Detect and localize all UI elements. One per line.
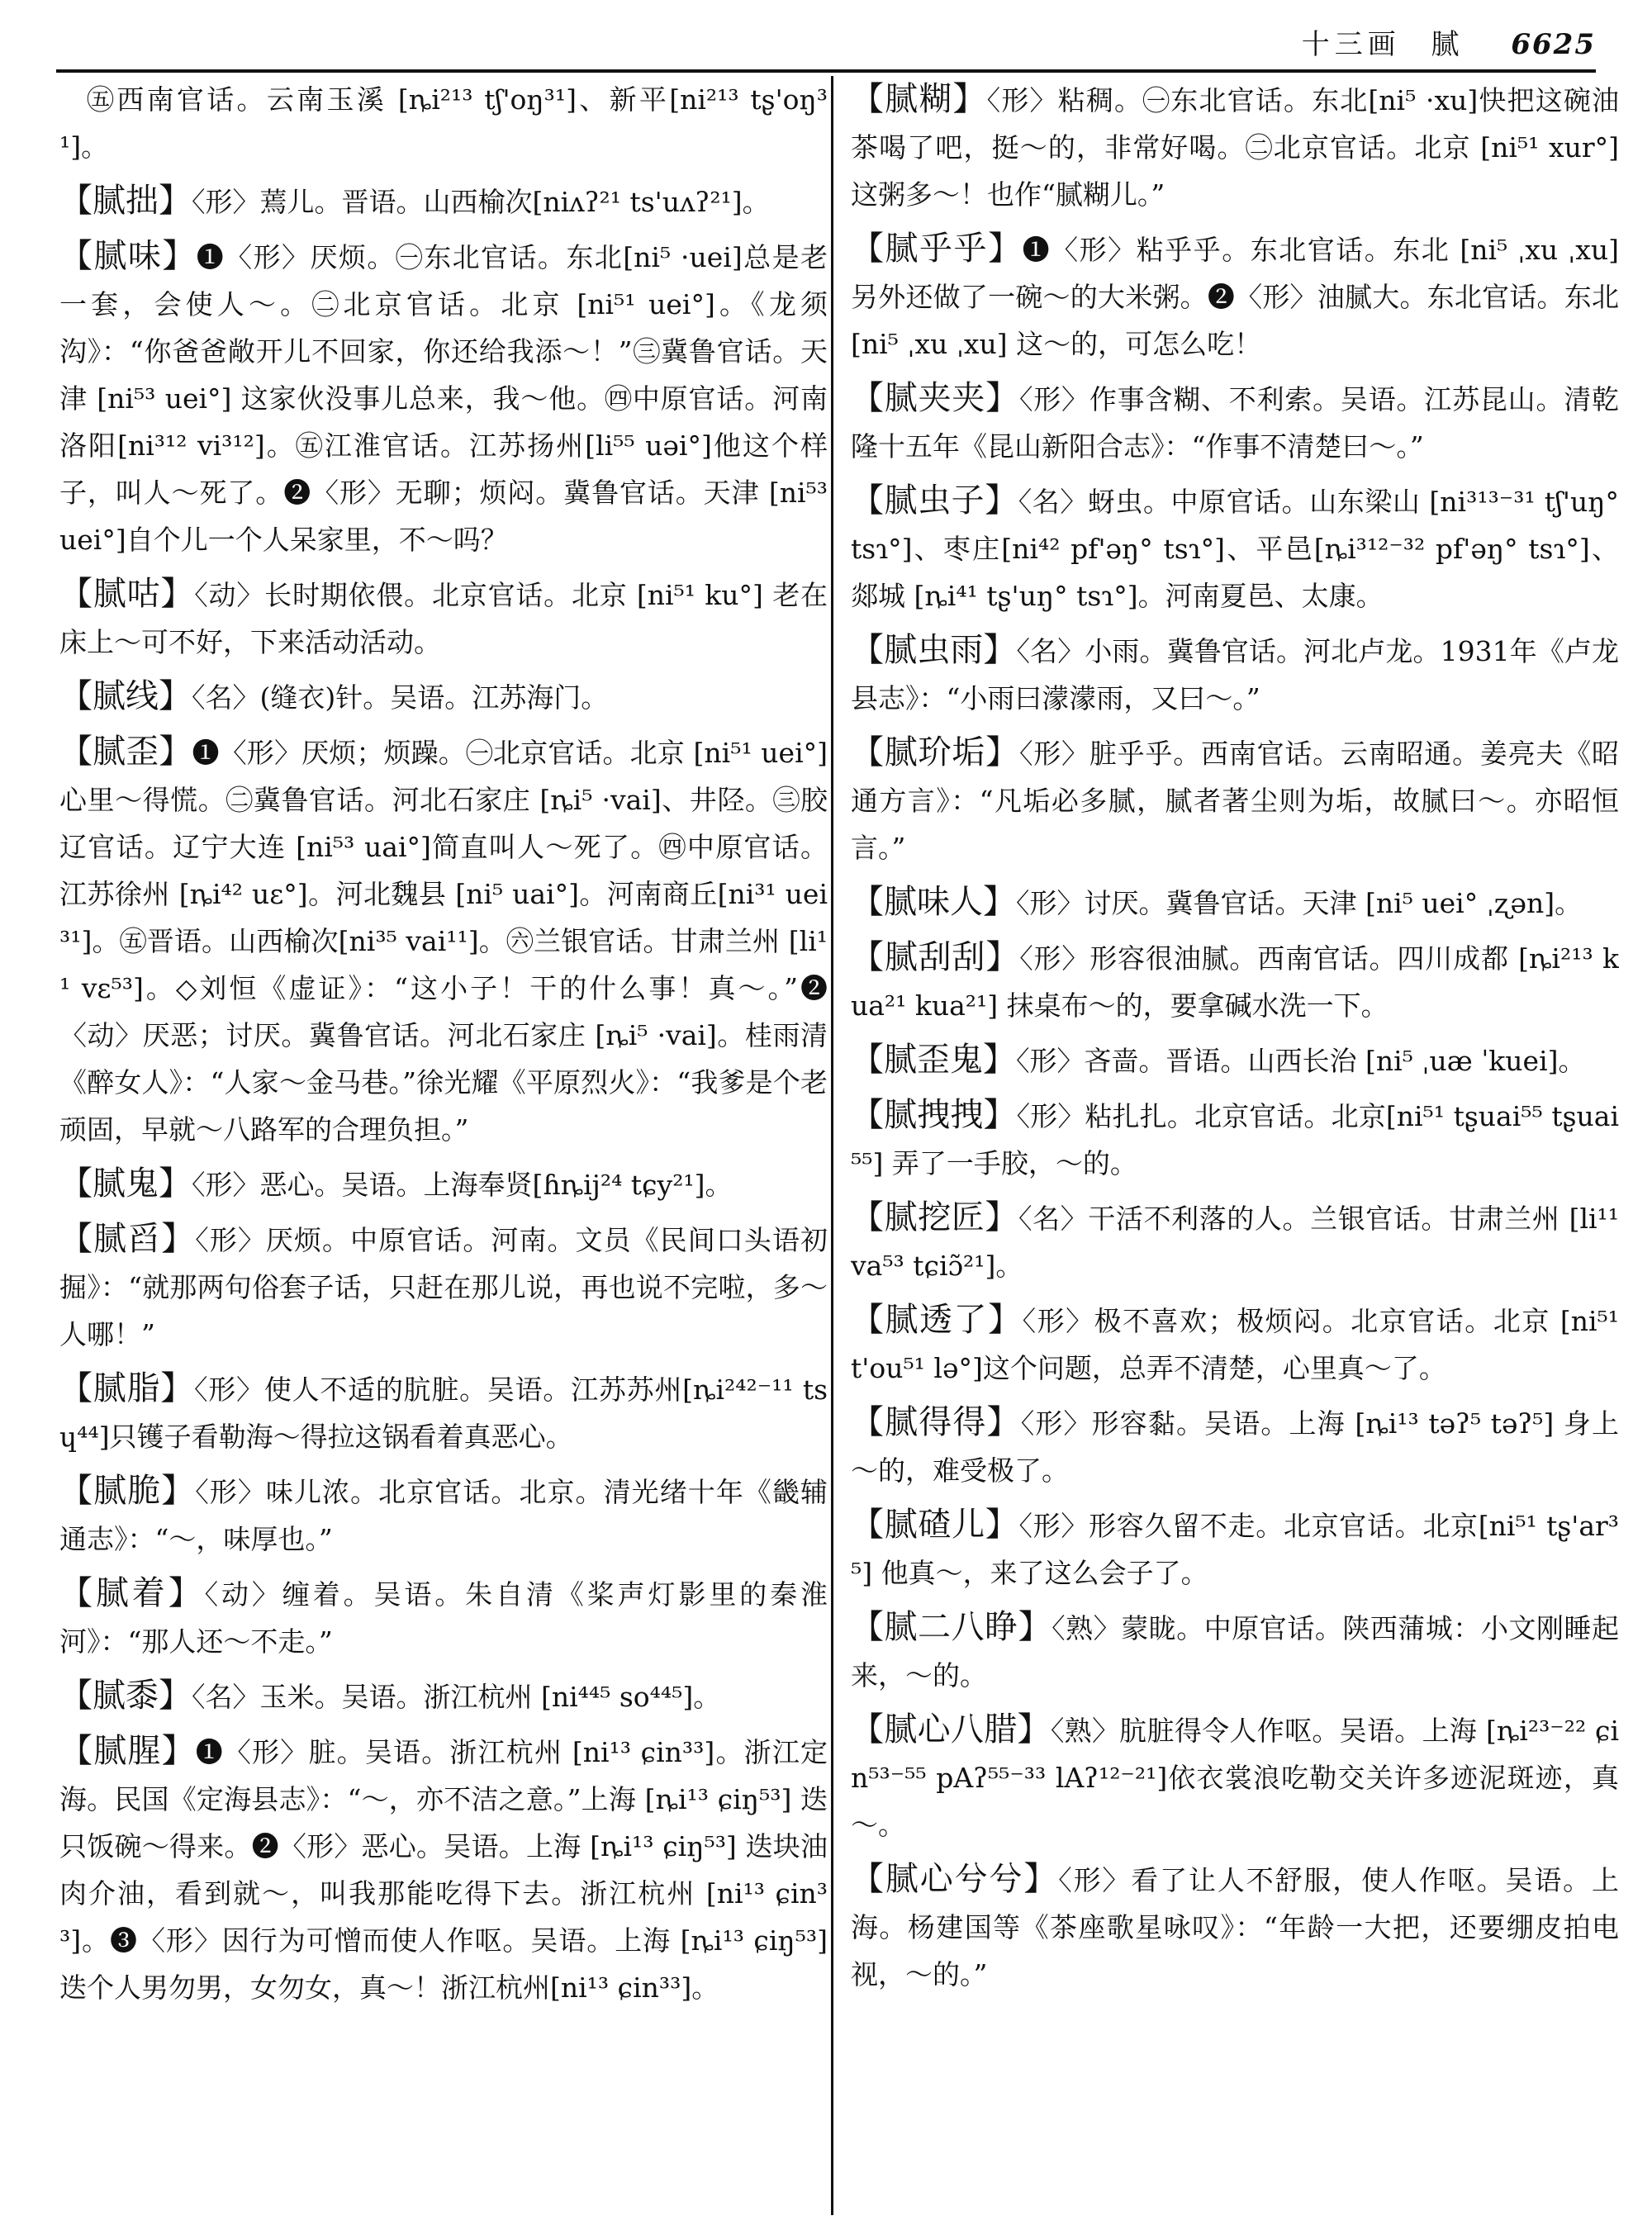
headword-close-bracket: 】 [988,230,1023,268]
entry-definition: ❶〈形〉脏。吴语。浙江杭州 [ni¹³ ɕin³³]。浙江定海。民国《定海县志》：“～，亦不洁之意。”上海 [ȵi¹³ ɕiŋ⁵³] 迭只饭碗～得来。❷〈形〉恶心。吴语。上海 [ȵi¹³ ɕiŋ⁵³] 迭块油肉介油，看到就～，叫我那能吃得下去。浙江杭州 [ni¹³ ɕin³³]。❸〈形〉因行为可憎而使人作呕。吴语。上海 [ȵi¹³ ɕiŋ⁵³]迭个人男勿男，女勿女，真～！浙江杭州[ni¹³ ɕin³³]。 [59,1736,828,2004]
page-header [56,18,1596,73]
dictionary-entry [851,76,1619,218]
stroke-count: 十三画 [1301,28,1401,61]
entry-headword: 腻虫子 [884,482,985,520]
entry-definition: 〈名〉玉米。吴语。浙江杭州 [ni⁴⁴⁵ so⁴⁴⁵]。 [192,1681,721,1713]
dictionary-entry [851,1706,1619,1848]
headword-open-bracket: 【 [59,575,93,613]
dictionary-entry [851,1092,1619,1187]
entry-definition: 〈熟〉肮脏得令人作呕。吴语。上海 [ȵi²³⁻²² ɕin⁵³⁻⁵⁵ pAʔ⁵⁵⁻³³ lAʔ¹²⁻²¹]依衣裳浪吃勒交关许多迹泥斑迹，真～。 [851,1715,1619,1841]
entry-definition: 〈形〉味儿浓。北京官话。北京。清光绪十年《畿辅通志》：“～，味厚也。” [59,1476,828,1555]
dictionary-entry [851,1856,1619,1998]
headword-close-bracket: 】 [983,883,1016,921]
entry-definition: 〈形〉使人不适的肮脏。吴语。江苏苏州[ȵi²⁴²⁻¹¹ tsɥ⁴⁴]只镬子看勒海～得拉这锅看着真恶心。 [59,1374,828,1453]
entry-definition: 〈形〉讨厌。冀鲁官话。天津 [ni⁵ uei° ˌʐən]。 [1016,887,1583,919]
entry-headword: 腻舀 [93,1220,162,1258]
entry-definition: ❶〈形〉粘乎乎。东北官话。东北 [ni⁵ ˌxu ˌxu] 另外还做了一碗～的大米粥。❷〈形〉油腻大。东北官话。东北 [ni⁵ ˌxu ˌxu] 这～的，可怎么吃！ [851,234,1619,360]
entry-headword: 腻拙 [93,182,159,220]
headword-open-bracket: 【 [59,1220,94,1258]
entry-headword: 腻心八腊 [884,1710,1018,1748]
headword-close-bracket: 】 [986,1403,1021,1441]
dictionary-entry [59,76,828,170]
headword-open-bracket: 【 [851,883,884,921]
headword-open-bracket: 【 [851,1198,885,1236]
entry-definition: 〈名〉蚜虫。中原官话。山东梁山 [ni³¹³⁻³¹ tʃ'uŋ° tsɿ°]、枣庄[ni⁴² pf'əŋ° tsɿ°]、平邑[ȵi³¹²⁻³² pf'əŋ° tsɿ°]、郯城 [ȵi⁴¹ tʂ'uŋ° tsɿ°]。河南夏邑、太康。 [851,486,1619,612]
entry-definition: ❶〈形〉厌烦；烦躁。㊀北京官话。北京 [ni⁵¹ uei°]心里～得慌。㊁冀鲁官话。河北石家庄 [ȵi⁵ ·vai]、井陉。㊂胶辽官话。辽宁大连 [ni⁵³ uai°]简直叫人～死了。㊃中原官话。江苏徐州 [ȵi⁴² uɛ°]。河北魏县 [ni⁵ uai°]。河南商丘[ni³¹ uei³¹]。㊄晋语。山西榆次[ni³⁵ vai¹¹]。㊅兰银官话。甘肃兰州 [li¹¹ vɛ⁵³]。◇刘恒《虚证》：“这小子！干的什么事！真～。”❷〈动〉厌恶；讨厌。冀鲁官话。河北石家庄 [ȵi⁵ ·vai]。桂雨清《醉女人》：“人家～金马巷。”徐光耀《平原烈火》：“我爹是个老顽固，早就～八路军的合理负担。” [59,737,828,1146]
entry-headword: 腻虫雨 [884,631,984,669]
entry-headword: 腻得得 [885,1403,987,1441]
headword-open-bracket: 【 [851,1301,885,1339]
headword-open-bracket: 【 [59,237,94,275]
headword-close-bracket: 】 [161,1220,196,1258]
entry-definition: 〈形〉厌烦。中原官话。河南。文员《民间口头语初掘》：“就那两句俗套子话，只赶在那儿说，再也说不完啦，多～人哪！” [59,1224,828,1350]
dictionary-entry [851,225,1619,368]
headword-open-bracket: 【 [59,1574,96,1612]
column-divider [831,76,833,2215]
headword-open-bracket: 【 [851,482,885,520]
headword-close-bracket: 】 [985,1506,1019,1544]
headword-open-bracket: 【 [851,379,885,417]
headword-close-bracket: 】 [168,1574,205,1612]
headword-close-bracket: 】 [985,733,1019,771]
page-number: 6625 [1511,28,1596,61]
headword-open-bracket: 【 [851,1710,885,1748]
headword-open-bracket: 【 [851,230,885,268]
entry-definition: 〈名〉干活不利落的人。兰银官话。甘肃兰州 [li¹¹ va⁵³ tɕiɔ̃²¹]。 [851,1203,1619,1282]
entry-headword: 腻挖匠 [884,1198,985,1236]
entry-headword: 腻歪鬼 [884,1041,983,1079]
headword-close-bracket: 】 [159,1165,192,1203]
dictionary-entry [59,233,828,563]
header-character: 腻 [1431,28,1460,61]
headword-open-bracket: 【 [851,1608,885,1646]
entry-definition: 〈形〉看了让人不舒服，使人作呕。吴语。上海。杨建国等《茶座歌星咏叹》：“年龄一大把，还要绷皮拍电视，～的。” [851,1864,1619,1990]
entry-headword: 腻脆 [93,1472,162,1510]
headword-open-bracket: 【 [59,182,93,220]
dictionary-entry [851,1604,1619,1699]
dictionary-entry [851,1037,1619,1084]
entry-headword: 腻透了 [885,1301,989,1339]
entry-definition: 〈形〉形容很油腻。西南官话。四川成都 [ȵi²¹³ kua²¹ kua²¹] 抹桌布～的，要拿碱水洗一下。 [851,942,1619,1022]
entry-definition: 〈形〉粘扎扎。北京官话。北京[ni⁵¹ tʂuai⁵⁵ tʂuai⁵⁵] 弄了一手胶，～的。 [851,1100,1619,1179]
entry-headword: 腻鬼 [93,1165,159,1203]
headword-open-bracket: 【 [851,1506,885,1544]
headword-open-bracket: 【 [59,1165,93,1203]
dictionary-entry [851,1502,1619,1597]
headword-close-bracket: 】 [162,237,197,275]
headword-close-bracket: 】 [983,1096,1017,1134]
dictionary-entry [59,1365,828,1460]
entry-definition: 〈形〉蔫儿。晋语。山西榆次[niʌʔ²¹ ts'uʌʔ²¹]。 [192,186,770,218]
entry-headword: 腻黍 [93,1677,159,1715]
headword-open-bracket: 【 [59,1732,94,1770]
entry-definition: ㊄西南官话。云南玉溪 [ȵi²¹³ tʃ'oŋ³¹]、新平[ni²¹³ tʂ'oŋ³¹]。 [59,83,828,163]
entry-headword: 腻拽拽 [884,1096,984,1134]
headword-open-bracket: 【 [851,1041,884,1079]
dictionary-entry [59,1216,828,1358]
entry-definition: 〈形〉形容久留不走。北京官话。北京[ni⁵¹ tʂ'ar³⁵] 他真～，来了这么会子了。 [851,1510,1619,1589]
entry-headword: 腻刮刮 [884,938,986,976]
entry-definition: 〈形〉形容黏。吴语。上海 [ȵi¹³ təʔ⁵ təʔ⁵] 身上～的，难受极了。 [851,1407,1619,1487]
entry-headword: 腻心兮兮 [885,1860,1024,1898]
dictionary-entry [59,673,828,721]
entry-definition: 〈熟〉蒙眬。中原官话。陕西蒲城：小文刚睡起来，～的。 [851,1612,1619,1691]
entry-headword: 腻腥 [93,1732,162,1770]
entry-definition: 〈形〉脏乎乎。西南官话。云南昭通。姜亮夫《昭通方言》：“凡垢必多腻，腻者著尘则为垢，故腻曰～。亦昭恒言。” [851,738,1619,864]
dictionary-entry [59,1160,828,1208]
headword-close-bracket: 】 [985,1198,1019,1236]
headword-open-bracket: 【 [59,1472,94,1510]
headword-open-bracket: 【 [59,677,93,715]
entry-definition: 〈形〉极不喜欢；极烦闷。北京官话。北京 [ni⁵¹ t'ou⁵¹ lə°]这个问题，总弄不清楚，心里真～了。 [851,1305,1619,1384]
dictionary-entry [59,1570,828,1665]
headword-close-bracket: 】 [160,1369,195,1407]
entry-definition: 〈动〉长时期依偎。北京官话。北京 [ni⁵¹ ku°] 老在床上～可不好，下来活动活动。 [59,579,828,658]
entry-definition: 〈名〉小雨。冀鲁官话。河北卢龙。1931年《卢龙县志》：“小雨曰濛濛雨，又曰～。” [851,635,1619,714]
headword-close-bracket: 】 [1023,1860,1059,1898]
right-column [851,76,1619,2215]
entry-definition: ❶〈形〉厌烦。㊀东北官话。东北[ni⁵ ·uei]总是老一套，会使人～。㊁北京官话。北京 [ni⁵¹ uei°]。《龙须沟》：“你爸爸敞开儿不回家，你还给我添～！”㊂冀鲁官话。天津 [ni⁵³ uei°] 这家伙没事儿总来，我～他。㊃中原官话。河南洛阳[ni³¹² vi³¹²]。㊄江淮官话。江苏扬州[li⁵⁵ uəi°]他这个样子，叫人～死了。❷〈形〉无聊；烦闷。冀鲁官话。天津 [ni⁵³ uei°]自个儿一个人呆家里，不～吗？ [59,241,828,556]
entry-headword: 腻味人 [884,883,983,921]
dictionary-entry [851,934,1619,1029]
entry-definition: 〈形〉吝啬。晋语。山西长治 [ni⁵ ˌuæ ˈkuei]。 [1016,1045,1586,1077]
dictionary-entry [59,571,828,666]
entry-headword: 腻着 [95,1574,169,1612]
headword-close-bracket: 】 [985,379,1019,417]
dictionary-entry [851,1297,1619,1392]
entry-definition: 〈动〉缠着。吴语。朱自清《桨声灯影里的秦淮河》：“那人还～不走。” [59,1578,828,1658]
dictionary-entry [59,1468,828,1563]
headword-close-bracket: 】 [1018,1608,1052,1646]
headword-open-bracket: 【 [851,1403,885,1441]
headword-close-bracket: 】 [161,1732,196,1770]
entry-headword: 腻乎乎 [885,230,989,268]
entry-headword: 腻味 [93,237,163,275]
entry-headword: 腻歪 [93,733,159,771]
entry-definition: 〈形〉粘稠。㊀东北官话。东北[ni⁵ ·xu]快把这碗油茶喝了吧，挺～的，非常好喝。㊁北京官话。北京 [ni⁵¹ xur°] 这粥多～！也作“腻糊儿。” [851,84,1619,211]
dictionary-entry [59,728,828,1153]
headword-close-bracket: 】 [159,1677,192,1715]
dictionary-entry [851,729,1619,871]
dictionary-entry [851,477,1619,619]
headword-close-bracket: 】 [983,631,1017,669]
entry-headword: 腻糊 [885,80,953,118]
entry-headword: 腻二八睁 [884,1608,1018,1646]
left-column [59,76,828,2215]
entry-headword: 腻玠垢 [884,733,986,771]
headword-open-bracket: 【 [851,1096,885,1134]
headword-close-bracket: 】 [1017,1710,1051,1748]
headword-close-bracket: 】 [985,482,1018,520]
dictionary-entry [59,178,828,225]
headword-close-bracket: 】 [952,80,987,118]
headword-close-bracket: 】 [159,677,192,715]
dictionary-entry [851,375,1619,470]
headword-open-bracket: 【 [851,733,885,771]
entry-definition: 〈名〉(缝衣)针。吴语。江苏海门。 [192,681,609,714]
entry-headword: 腻线 [93,677,159,715]
headword-close-bracket: 】 [159,182,192,220]
entry-definition: 〈形〉恶心。吴语。上海奉贤[ɦȵij²⁴ tɕy²¹]。 [192,1169,733,1201]
dictionary-entry [851,1194,1619,1289]
headword-open-bracket: 【 [59,733,93,771]
page-header-right [1302,21,1596,62]
headword-close-bracket: 】 [160,575,195,613]
dictionary-entry [59,1672,828,1720]
headword-open-bracket: 【 [851,80,885,118]
dictionary-entry [851,1399,1619,1494]
dictionary-entry [59,1728,828,2011]
entry-headword: 腻咕 [93,575,161,613]
entry-headword: 腻夹夹 [884,379,986,417]
headword-open-bracket: 【 [59,1369,93,1407]
dictionary-entry [851,627,1619,722]
headword-open-bracket: 【 [851,1860,885,1898]
headword-open-bracket: 【 [59,1677,93,1715]
entry-headword: 腻碴儿 [884,1506,985,1544]
headword-close-bracket: 】 [159,733,192,771]
headword-close-bracket: 】 [983,1041,1016,1079]
entry-headword: 腻脂 [93,1369,161,1407]
headword-open-bracket: 【 [851,631,885,669]
dictionary-entry [851,879,1619,927]
headword-close-bracket: 】 [985,938,1020,976]
headword-open-bracket: 【 [851,938,885,976]
entry-definition: 〈形〉作事含糊、不利索。吴语。江苏昆山。清乾隆十五年《昆山新阳合志》：“作事不清楚曰～。” [851,383,1619,463]
headword-close-bracket: 】 [988,1301,1023,1339]
headword-close-bracket: 】 [161,1472,196,1510]
